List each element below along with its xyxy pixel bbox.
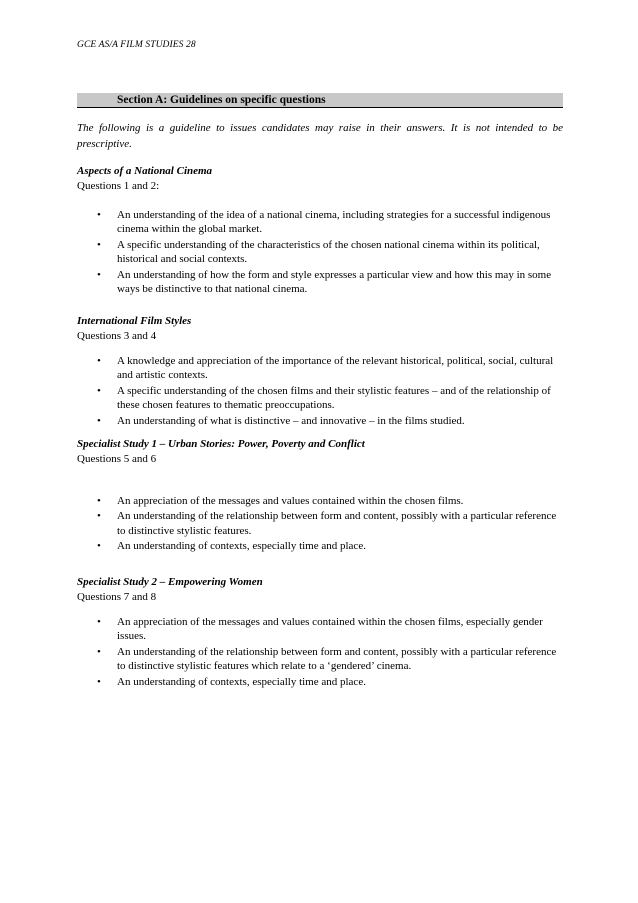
list-item: • An understanding of contexts, especially time and place. — [97, 675, 366, 688]
section-empowering-women — [77, 575, 563, 605]
list-item: • An understanding of the relationship between form and content, possibly with a particular reference to distinctive stylistic features. — [97, 510, 557, 537]
section-heading: Specialist Study 2 – Empowering Women — [77, 576, 263, 588]
bullet-list — [97, 354, 567, 428]
bullet-list — [97, 494, 567, 554]
bullet-icon: • — [97, 510, 101, 523]
section-questions: Questions 3 and 4 — [77, 330, 157, 342]
bullet-icon: • — [97, 414, 101, 427]
section-urban-stories — [77, 437, 563, 467]
section-title-bar — [77, 93, 563, 108]
section-national-cinema — [77, 164, 563, 194]
bullet-icon: • — [97, 268, 101, 281]
bullet-icon: • — [97, 238, 101, 251]
bullet-icon: • — [97, 675, 101, 688]
list-item: • An understanding of how the form and style expresses a particular view and how this may in some ways be distinctive to that national cinema. — [97, 268, 552, 296]
bullet-list — [97, 615, 567, 689]
bullet-icon: • — [97, 540, 101, 553]
section-heading: International Film Styles — [77, 315, 192, 327]
list-item: • An understanding of the relationship between form and content, possibly with a particular reference to distinctive stylistic features which relate to a ‘gendered’ cinema. — [97, 645, 557, 673]
list-item: • An appreciation of the messages and values contained within the chosen films. — [97, 495, 464, 507]
list-item: • An understanding of what is distinctive – and innovative – in the films studied. — [97, 414, 465, 427]
bullet-icon: • — [97, 495, 101, 507]
bullet-icon: • — [97, 384, 101, 397]
list-item: • An understanding of the idea of a national cinema, including strategies for a successful indigenous cinema within the global market. — [97, 209, 551, 236]
section-title: Section A: Guidelines on specific questions — [117, 94, 326, 106]
bullet-list — [97, 208, 567, 296]
bullet-icon: • — [97, 355, 101, 367]
section-questions: Questions 1 and 2: — [77, 180, 160, 192]
list-item: • A specific understanding of the chosen films and their stylistic features – and of the relationship of these chosen features to thematic preoccupations. — [97, 384, 551, 412]
list-item: • An appreciation of the messages and values contained within the chosen films, especially gender issues. — [97, 616, 543, 643]
section-heading: Aspects of a National Cinema — [77, 165, 213, 177]
section-international-film-styles — [77, 314, 563, 344]
bullet-icon: • — [97, 645, 101, 658]
page-header: GCE AS/A FILM STUDIES 28 — [77, 40, 196, 50]
bullet-icon: • — [97, 616, 101, 628]
section-heading: Specialist Study 1 – Urban Stories: Power, Poverty and Conflict — [77, 438, 365, 450]
bullet-icon: • — [97, 209, 101, 221]
section-questions: Questions 7 and 8 — [77, 591, 157, 603]
list-item: • A knowledge and appreciation of the importance of the relevant historical, political, social, cultural and artistic contexts. — [97, 355, 554, 382]
list-item: • An understanding of contexts, especially time and place. — [97, 540, 366, 553]
list-item: • A specific understanding of the characteristics of the chosen national cinema within its political, historical and social contexts. — [97, 238, 540, 266]
section-questions: Questions 5 and 6 — [77, 453, 157, 465]
intro-paragraph: The following is a guideline to issues candidates may raise in their answers. It is not intended to be prescriptive. — [77, 122, 563, 150]
